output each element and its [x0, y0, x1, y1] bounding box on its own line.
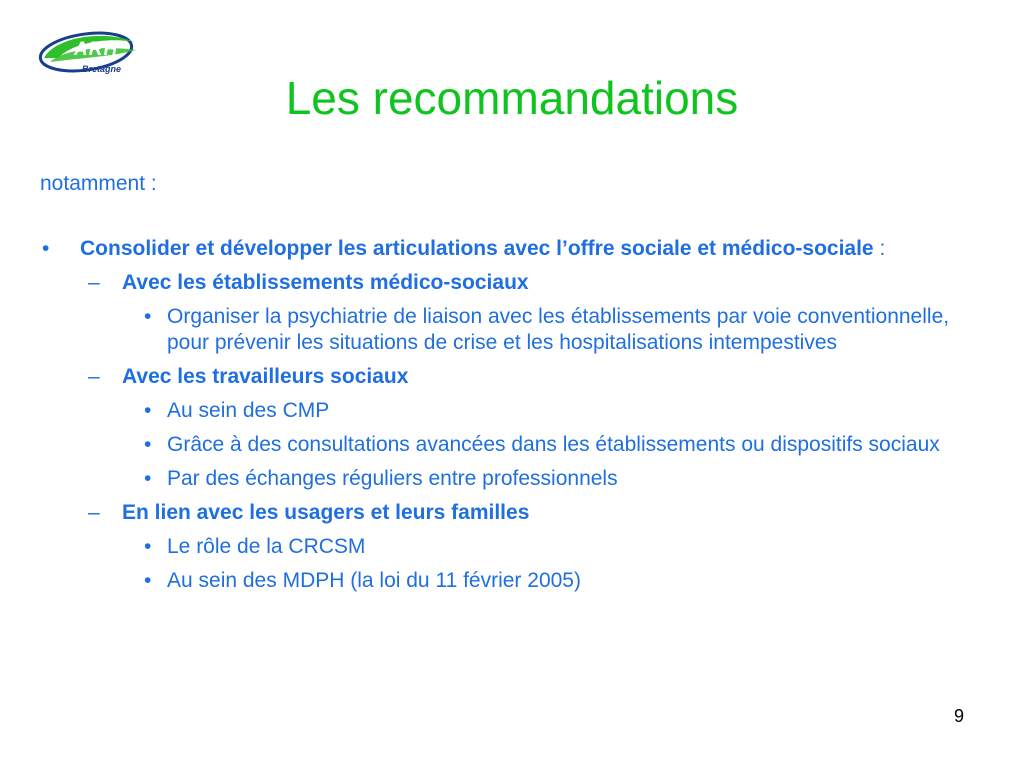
subsection-heading-text: Avec les établissements médico-sociaux — [122, 271, 529, 294]
list-item — [40, 432, 990, 458]
bullet-mark: • — [144, 305, 152, 328]
intro-text: notamment : — [40, 172, 157, 195]
bullet-mark: • — [144, 433, 152, 456]
logo-subtitle: Bretagne — [82, 64, 122, 74]
list-item-text: Au sein des CMP — [167, 399, 330, 422]
list-item-text: Au sein des MDPH (la loi du 11 février 2005) — [167, 569, 581, 592]
slide-title: Les recommandations — [285, 72, 739, 124]
list-item — [40, 534, 990, 560]
main-bullet-heading: Consolider et développer les articulations avec l’offre sociale et médico-sociale — [80, 237, 874, 260]
list-item-text: Par des échanges réguliers entre professionnels — [167, 467, 618, 490]
subsection-heading — [40, 270, 990, 296]
dash-mark: – — [88, 271, 100, 294]
list-item-text: Grâce à des consultations avancées dans les établissements ou dispositifs sociaux — [167, 433, 940, 456]
bullet-mark: • — [42, 237, 50, 260]
bullet-mark: • — [144, 535, 152, 558]
list-item — [40, 304, 990, 356]
page-number: 9 — [953, 706, 964, 726]
main-bullet — [40, 236, 990, 262]
main-bullet-suffix: : — [873, 237, 886, 260]
dash-mark: – — [88, 365, 100, 388]
bullet-mark: • — [144, 467, 152, 490]
dash-mark: – — [88, 501, 100, 524]
list-item-text: Le rôle de la CRCSM — [167, 535, 366, 558]
bullet-mark: • — [144, 569, 152, 592]
subsection-heading — [40, 500, 990, 526]
subsection-heading-text: En lien avec les usagers et leurs familles — [122, 501, 530, 524]
list-item — [40, 466, 990, 492]
subsection-heading — [40, 364, 990, 390]
list-item — [40, 398, 990, 424]
bullet-mark: • — [144, 399, 152, 422]
slide-content — [40, 236, 990, 602]
subsection-heading-text: Avec les travailleurs sociaux — [122, 365, 409, 388]
list-item — [40, 568, 990, 594]
logo-text: ARH — [74, 39, 119, 60]
list-item-text: Organiser la psychiatrie de liaison avec les établissements par voie conventionnelle, pour prévenir les situations de crise et les hospitalisations intempestives — [167, 305, 950, 354]
